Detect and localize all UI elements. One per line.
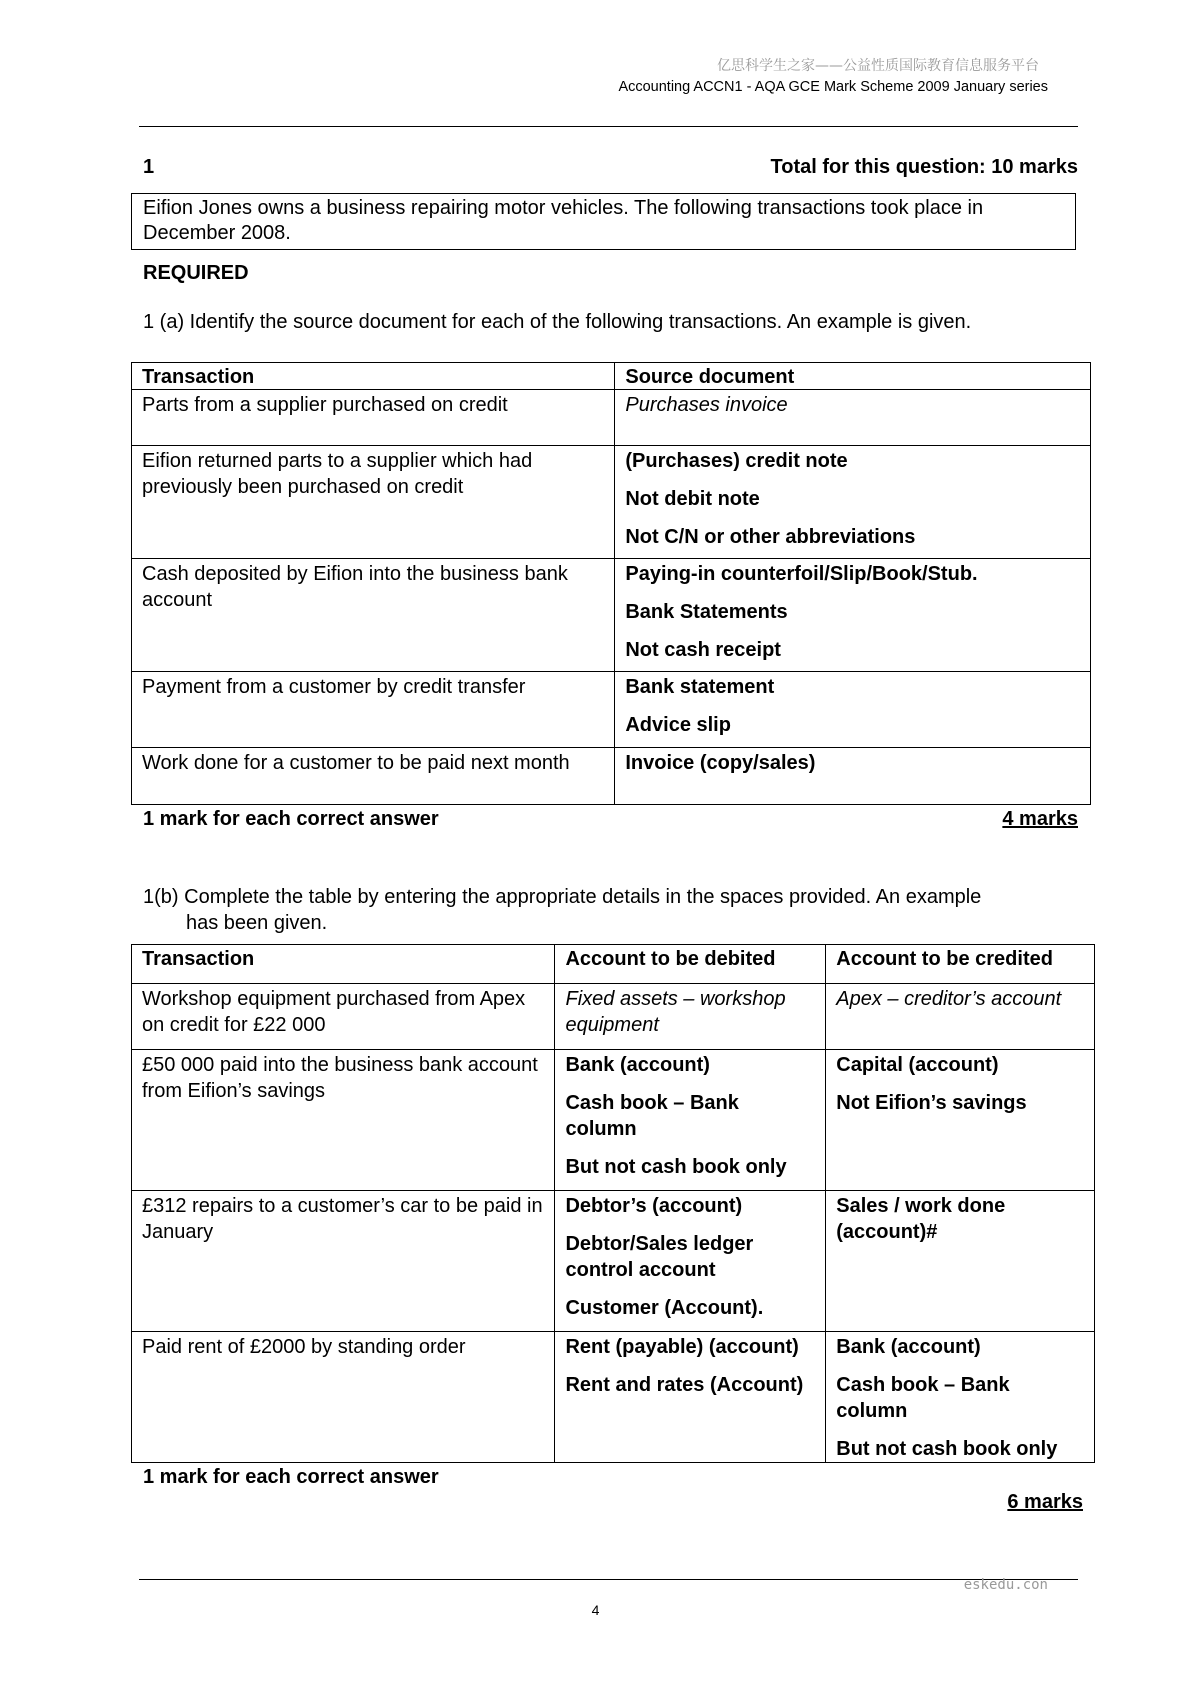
debit-cell — [555, 1191, 826, 1332]
running-header: Accounting ACCN1 - AQA GCE Mark Scheme 2009 January series — [618, 79, 1048, 95]
question-header — [143, 156, 1078, 179]
table-row — [132, 748, 1091, 805]
part-a-mark-note: 1 mark for each correct answer — [143, 808, 439, 830]
debit-cell: Fixed assets – workshop equipment — [555, 984, 826, 1050]
answer-text: Bank statement — [625, 676, 775, 698]
question-total: Total for this question: 10 marks — [770, 156, 1078, 178]
answer-text: Not Eifion’s savings — [836, 1092, 1027, 1114]
part-a-table — [131, 362, 1091, 805]
credit-cell: Apex – creditor’s account — [826, 984, 1095, 1050]
column-header: Account to be debited — [555, 945, 826, 984]
answer-text: Bank (account) — [565, 1054, 710, 1076]
transaction-cell: Work done for a customer to be paid next month — [132, 748, 615, 805]
table-header-row — [132, 363, 1091, 390]
part-b-table — [131, 944, 1095, 1463]
watermark-text: 亿思科学生之家——公益性质国际教育信息服务平台 — [717, 58, 1039, 74]
credit-cell — [826, 1050, 1095, 1191]
answer-text: Debtor/Sales ledger control account — [565, 1233, 754, 1281]
part-a-instruction: 1 (a) Identify the source document for each of the following transactions. An example is given. — [143, 311, 972, 333]
table-row — [132, 984, 1095, 1050]
table-row — [132, 446, 1091, 559]
part-b-instruction-line: has been given. — [186, 912, 328, 934]
source-document-cell: Purchases invoice — [615, 390, 1091, 446]
table-row — [132, 1050, 1095, 1191]
column-header: Transaction — [132, 945, 555, 984]
answer-text: (Purchases) credit note — [625, 450, 848, 472]
answer-text: Cash book – Bank column — [565, 1092, 739, 1140]
answer-text: Cash book – Bank column — [836, 1374, 1010, 1422]
transaction-cell: Payment from a customer by credit transfer — [132, 672, 615, 748]
question-intro: Eifion Jones owns a business repairing motor vehicles. The following transactions took place in December 2008. — [131, 193, 1076, 250]
answer-text: Rent and rates (Account) — [565, 1374, 804, 1396]
debit-cell — [555, 1050, 826, 1191]
source-document-cell — [615, 446, 1091, 559]
part-b-instruction — [143, 884, 1088, 936]
answer-text: Bank (account) — [836, 1336, 981, 1358]
table-row — [132, 1191, 1095, 1332]
answer-text: Invoice (copy/sales) — [625, 752, 816, 774]
answer-text: Sales / work done (account)# — [836, 1195, 1006, 1243]
answer-text: Not debit note — [625, 488, 760, 510]
footer-rule — [139, 1579, 1078, 1580]
footer-site-text: eskedu.con — [963, 1577, 1048, 1593]
table-row — [132, 390, 1091, 446]
source-document-cell — [615, 748, 1091, 805]
answer-text: Debtor’s (account) — [565, 1195, 743, 1217]
table-row — [132, 1332, 1095, 1463]
transaction-cell: £312 repairs to a customer’s car to be paid in January — [132, 1191, 555, 1332]
table-row — [132, 672, 1091, 748]
transaction-cell: Parts from a supplier purchased on credit — [132, 390, 615, 446]
answer-text: Not cash receipt — [625, 639, 781, 661]
answer-text: Rent (payable) (account) — [565, 1336, 799, 1358]
answer-text: Customer (Account). — [565, 1297, 764, 1319]
question-number: 1 — [143, 156, 155, 178]
answer-text: But not cash book only — [565, 1156, 787, 1178]
header-rule — [139, 126, 1078, 127]
source-document-cell — [615, 559, 1091, 672]
transaction-cell: Workshop equipment purchased from Apex on credit for £22 000 — [132, 984, 555, 1050]
debit-cell — [555, 1332, 826, 1463]
column-header: Transaction — [132, 363, 615, 390]
page-number: 4 — [591, 1602, 600, 1618]
transaction-cell: Paid rent of £2000 by standing order — [132, 1332, 555, 1463]
transaction-cell: £50 000 paid into the business bank account from Eifion’s savings — [132, 1050, 555, 1191]
answer-text: Bank Statements — [625, 601, 788, 623]
transaction-cell: Cash deposited by Eifion into the business bank account — [132, 559, 615, 672]
transaction-cell: Eifion returned parts to a supplier which had previously been purchased on credit — [132, 446, 615, 559]
table-header-row — [132, 945, 1095, 984]
part-b-marks: 6 marks — [1007, 1491, 1083, 1513]
source-document-cell — [615, 672, 1091, 748]
answer-text: Not C/N or other abbreviations — [625, 526, 916, 548]
answer-text: Paying-in counterfoil/Slip/Book/Stub. — [625, 563, 978, 585]
column-header: Account to be credited — [826, 945, 1095, 984]
answer-text: Advice slip — [625, 714, 731, 736]
column-header: Source document — [615, 363, 1091, 390]
table-row — [132, 559, 1091, 672]
required-label: REQUIRED — [143, 262, 249, 284]
part-b-mark-note: 1 mark for each correct answer — [143, 1466, 439, 1488]
credit-cell — [826, 1191, 1095, 1332]
part-b-instruction-line: 1(b) Complete the table by entering the appropriate details in the spaces provided. An example — [143, 886, 982, 908]
answer-text: Capital (account) — [836, 1054, 999, 1076]
part-a-marks: 4 marks — [1002, 808, 1078, 830]
credit-cell — [826, 1332, 1095, 1463]
answer-text: But not cash book only — [836, 1438, 1058, 1460]
